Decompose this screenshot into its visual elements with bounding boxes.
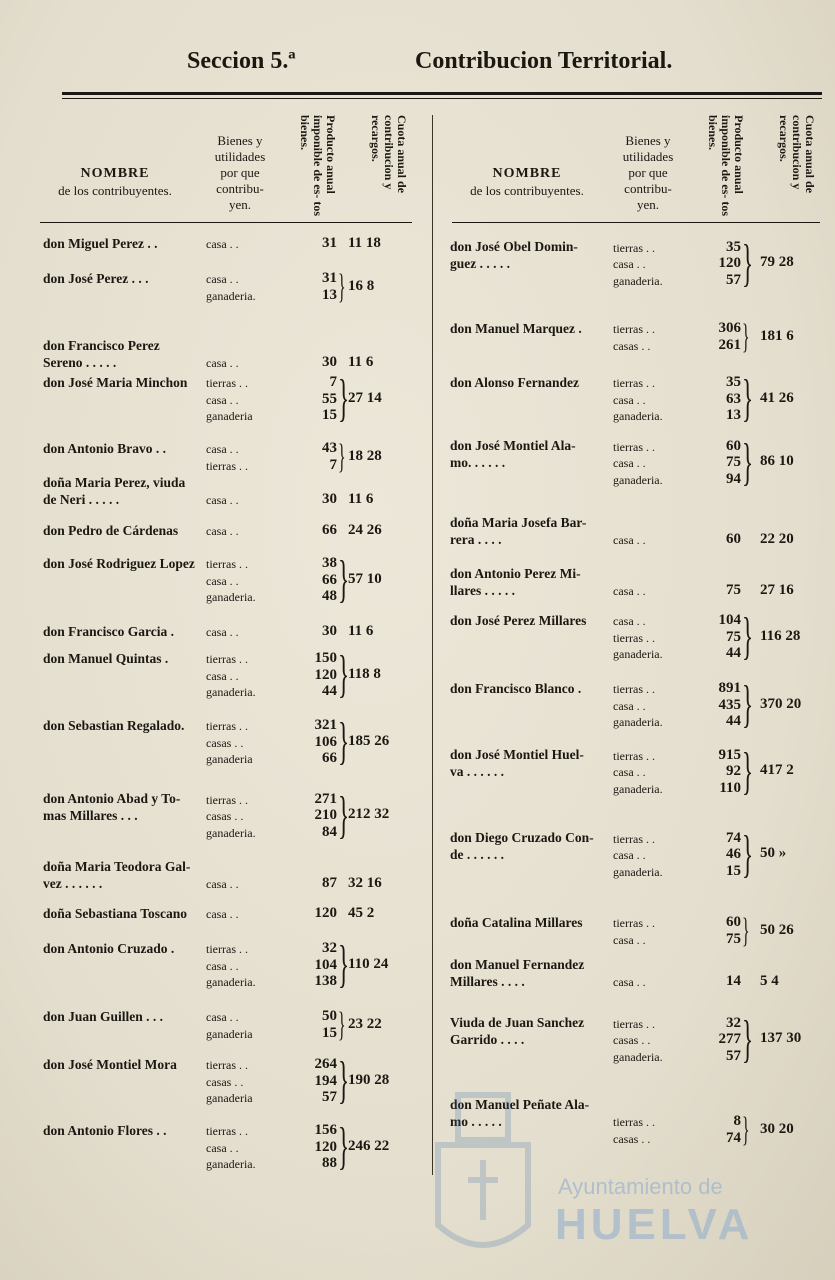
property-type: tierras . . bbox=[613, 916, 655, 930]
contributor-name: don José Montiel Huel- bbox=[450, 747, 584, 762]
left-bienes-line: yen. bbox=[228, 197, 252, 212]
property-type: ganaderia. bbox=[613, 781, 663, 796]
property-type: casa . . bbox=[613, 533, 646, 547]
annual-contribution: 45 2 bbox=[348, 905, 375, 921]
brace-icon: } bbox=[742, 676, 754, 733]
annual-product-value: 60 bbox=[726, 914, 741, 930]
annual-product-value: 194 bbox=[314, 1072, 337, 1089]
right-header-nombre bbox=[452, 165, 602, 199]
contributor-name: don José Perez . . . bbox=[43, 271, 149, 286]
annual-contribution: 246 22 bbox=[348, 1137, 390, 1154]
property-type: casa . . bbox=[613, 257, 646, 271]
annual-product-value: 57 bbox=[322, 1089, 337, 1105]
annual-contribution: 23 22 bbox=[348, 1015, 382, 1032]
property-type: casa . . bbox=[613, 456, 646, 470]
annual-product-value: 75 bbox=[726, 930, 741, 947]
contributor-name: don Antonio Perez Mi- bbox=[450, 566, 581, 581]
section-number: Seccion 5.ª bbox=[187, 48, 296, 74]
annual-contribution: 50 26 bbox=[760, 921, 794, 938]
property-type: casas . . bbox=[613, 1033, 651, 1047]
property-type: casa . . bbox=[613, 698, 646, 713]
annual-product-value: 138 bbox=[314, 973, 337, 989]
annual-contribution: 110 24 bbox=[348, 955, 389, 972]
brace-icon: } bbox=[742, 317, 750, 356]
property-type: casa . . bbox=[206, 356, 239, 370]
contributor-name: don Manuel Marquez . bbox=[450, 321, 582, 336]
contributor-name: don José Montiel Mora bbox=[43, 1057, 177, 1072]
right-header-nombre-sub: de los contribuyentes. bbox=[470, 183, 584, 198]
annual-product-value: 915 bbox=[718, 746, 741, 763]
annual-contribution: 370 20 bbox=[760, 695, 802, 712]
property-type: tierras . . bbox=[206, 458, 248, 473]
left-header-nombre-sub: de los contribuyentes. bbox=[58, 183, 172, 198]
annual-product-value: 66 bbox=[322, 571, 337, 588]
annual-product-value: 7 bbox=[329, 456, 337, 473]
annual-product-value: 32 bbox=[726, 1014, 741, 1031]
contributor-name: don Antonio Abad y To- bbox=[43, 791, 181, 806]
property-type: tierras . . bbox=[206, 557, 248, 571]
contributor-name: don Miguel Perez . . bbox=[43, 236, 158, 251]
annual-product-value: 63 bbox=[726, 390, 741, 407]
annual-contribution: 11 6 bbox=[348, 491, 374, 507]
annual-product-value: 38 bbox=[322, 555, 337, 571]
annual-product-value: 57 bbox=[726, 1047, 741, 1064]
property-type: tierras . . bbox=[206, 942, 248, 956]
annual-product-value: 120 bbox=[314, 666, 337, 683]
annual-product-value: 120 bbox=[314, 905, 337, 921]
property-type: casa . . bbox=[206, 907, 239, 921]
contributor-name: vez . . . . . . bbox=[43, 876, 103, 891]
property-type: ganaderia. bbox=[613, 472, 663, 487]
annual-contribution: 185 26 bbox=[348, 732, 390, 749]
contributor-name: don José Obel Domin- bbox=[450, 239, 578, 254]
annual-product-value: 84 bbox=[322, 823, 337, 840]
annual-contribution: 116 28 bbox=[760, 627, 801, 644]
annual-product-value: 48 bbox=[322, 588, 337, 604]
annual-contribution: 24 26 bbox=[348, 522, 382, 538]
annual-product-value: 891 bbox=[718, 680, 741, 696]
annual-product-value: 35 bbox=[726, 238, 741, 255]
left-header-nombre bbox=[40, 165, 190, 199]
contributor-name: don José Perez Millares bbox=[450, 613, 587, 628]
contributor-name: don Francisco Blanco . bbox=[450, 681, 582, 696]
property-type: casa . . bbox=[206, 237, 239, 251]
page-title: Contribucion Territorial. bbox=[415, 48, 673, 74]
annual-product-value: 94 bbox=[726, 470, 741, 487]
annual-product-value: 435 bbox=[718, 696, 741, 713]
property-type: tierras . . bbox=[206, 792, 248, 807]
brace-icon: } bbox=[742, 742, 754, 800]
property-type: casa . . bbox=[206, 272, 239, 286]
property-type: casa . . bbox=[613, 584, 646, 598]
contributor-name: mo. . . . . . bbox=[450, 455, 506, 470]
left-bienes-line: Bienes y bbox=[217, 133, 263, 148]
property-type: tierras . . bbox=[206, 652, 248, 666]
contributor-name: mo . . . . . bbox=[450, 1114, 502, 1129]
property-type: casa . . bbox=[206, 958, 239, 973]
annual-product-value: 44 bbox=[726, 645, 741, 661]
property-type: ganaderia. bbox=[613, 273, 663, 288]
annual-product-value: 87 bbox=[322, 875, 337, 891]
brace-icon: } bbox=[338, 786, 350, 844]
annual-product-value: 75 bbox=[726, 454, 741, 470]
contributor-name: don Diego Cruzado Con- bbox=[450, 830, 594, 845]
right-bienes-line: Bienes y bbox=[625, 133, 671, 148]
contributor-name: de Neri . . . . . bbox=[43, 492, 120, 507]
property-type: casa . . bbox=[206, 625, 239, 639]
annual-product-value: 30 bbox=[322, 623, 337, 639]
annual-contribution: 5 4 bbox=[760, 973, 779, 989]
annual-product-value: 8 bbox=[733, 1113, 741, 1129]
contributor-name: don Manuel Fernandez bbox=[450, 957, 585, 972]
annual-product-value: 50 bbox=[322, 1008, 337, 1024]
annual-product-value: 15 bbox=[322, 407, 337, 423]
brace-icon: } bbox=[338, 437, 346, 476]
property-type: tierras . . bbox=[613, 240, 655, 255]
property-type: casa . . bbox=[613, 392, 646, 407]
property-type: casa . . bbox=[613, 765, 646, 779]
contributor-name: de . . . . . . bbox=[450, 847, 504, 862]
property-type: tierras . . bbox=[613, 322, 655, 336]
header-rule-thin bbox=[62, 98, 822, 99]
property-type: casas . . bbox=[613, 1131, 651, 1146]
right-bienes-line: por que bbox=[628, 165, 668, 180]
contributor-name: doña Catalina Millares bbox=[450, 915, 583, 930]
contributor-name: don Sebastian Regalado. bbox=[43, 718, 185, 733]
annual-contribution: 22 20 bbox=[760, 531, 794, 547]
contributor-name: mas Millares . . . bbox=[43, 808, 138, 823]
annual-product-value: 75 bbox=[726, 628, 741, 645]
contributor-name: Sereno . . . . . bbox=[43, 355, 117, 370]
brace-icon: } bbox=[338, 713, 350, 770]
brace-icon: } bbox=[338, 646, 350, 703]
annual-contribution: 11 6 bbox=[348, 354, 374, 370]
annual-product-value: 106 bbox=[314, 733, 337, 750]
brace-icon: } bbox=[742, 234, 754, 292]
contributor-name: don Antonio Bravo . . bbox=[43, 441, 167, 456]
contributor-name: llares . . . . . bbox=[450, 583, 515, 598]
property-type: ganaderia. bbox=[206, 1157, 256, 1171]
contributor-name: doña Maria Josefa Bar- bbox=[450, 515, 587, 530]
annual-contribution: 18 28 bbox=[348, 447, 382, 464]
brace-icon: } bbox=[338, 1052, 350, 1109]
contributor-name: don Manuel Quintas . bbox=[43, 651, 169, 666]
property-type: ganaderia. bbox=[206, 288, 256, 303]
brace-icon: } bbox=[338, 551, 350, 608]
left-bienes-line: utilidades bbox=[214, 149, 266, 164]
annual-product-value: 7 bbox=[329, 374, 337, 390]
annual-contribution: 181 6 bbox=[760, 327, 794, 344]
brace-icon: } bbox=[742, 608, 754, 665]
property-type: ganaderia. bbox=[206, 685, 256, 699]
right-header-bienes bbox=[608, 133, 688, 213]
contributor-name: rera . . . . bbox=[450, 532, 502, 547]
annual-product-value: 32 bbox=[322, 940, 337, 956]
property-type: casa . . bbox=[206, 668, 239, 683]
left-header-cuota: Cuota anual de contribucion y recargos. bbox=[369, 115, 409, 194]
annual-contribution: 417 2 bbox=[760, 762, 794, 779]
property-type: tierras . . bbox=[613, 439, 655, 454]
contributor-name: Viuda de Juan Sanchez bbox=[450, 1015, 585, 1030]
contributor-name: doña Sebastiana Toscano bbox=[43, 906, 188, 921]
annual-product-value: 14 bbox=[726, 973, 741, 989]
annual-product-value: 13 bbox=[322, 286, 337, 303]
annual-product-value: 46 bbox=[726, 846, 741, 862]
contributor-name: don Pedro de Cárdenas bbox=[43, 523, 179, 538]
property-type: ganaderia bbox=[206, 409, 253, 423]
left-bienes-line: contribu- bbox=[216, 181, 264, 196]
annual-product-value: 35 bbox=[726, 374, 741, 390]
annual-product-value: 156 bbox=[314, 1122, 337, 1138]
annual-product-value: 264 bbox=[314, 1056, 337, 1072]
annual-contribution: 118 8 bbox=[348, 665, 381, 682]
annual-contribution: 30 20 bbox=[760, 1120, 794, 1137]
property-type: ganaderia. bbox=[206, 825, 256, 840]
property-type: tierras . . bbox=[206, 1124, 248, 1138]
brace-icon: } bbox=[742, 1010, 754, 1068]
contributor-name: don Juan Guillen . . . bbox=[43, 1009, 164, 1024]
annual-contribution: 11 18 bbox=[348, 235, 381, 251]
right-header-line bbox=[452, 222, 820, 223]
annual-product-value: 74 bbox=[726, 829, 741, 846]
annual-product-value: 261 bbox=[718, 336, 741, 353]
annual-product-value: 15 bbox=[322, 1024, 337, 1041]
property-type: tierras . . bbox=[613, 682, 655, 696]
property-type: casa . . bbox=[206, 524, 239, 538]
property-type: casa . . bbox=[613, 932, 646, 947]
property-type: tierras . . bbox=[613, 630, 655, 645]
contributor-name: Garrido . . . . bbox=[450, 1032, 525, 1047]
annual-product-value: 31 bbox=[322, 235, 337, 251]
property-type: casas . . bbox=[206, 809, 244, 823]
annual-contribution: 50 » bbox=[760, 845, 787, 862]
property-type: tierras . . bbox=[206, 376, 248, 390]
right-bienes-line: yen. bbox=[636, 197, 660, 212]
property-type: tierras . . bbox=[613, 831, 655, 846]
property-type: tierras . . bbox=[206, 719, 248, 733]
property-type: tierras . . bbox=[613, 748, 655, 763]
contributor-name: don José Montiel Ala- bbox=[450, 438, 576, 453]
right-header-nombre-title: NOMBRE bbox=[492, 166, 562, 181]
contributor-name: don José Maria Minchon bbox=[43, 375, 188, 390]
property-type: casa . . bbox=[206, 493, 239, 507]
annual-product-value: 60 bbox=[726, 437, 741, 454]
property-type: tierras . . bbox=[613, 1115, 655, 1129]
contributor-name: don Antonio Flores . . bbox=[43, 1123, 167, 1138]
property-type: casa . . bbox=[206, 573, 239, 588]
left-header-line bbox=[40, 222, 412, 223]
annual-product-value: 44 bbox=[726, 713, 741, 729]
property-type: ganaderia. bbox=[613, 647, 663, 661]
annual-contribution: 32 16 bbox=[348, 875, 382, 891]
contributor-name: don Manuel Peñate Ala- bbox=[450, 1097, 590, 1112]
property-type: tierras . . bbox=[613, 1016, 655, 1031]
annual-product-value: 92 bbox=[726, 763, 741, 779]
annual-product-value: 120 bbox=[718, 255, 741, 271]
watermark-line1: Ayuntamiento de bbox=[558, 1174, 723, 1199]
property-type: casas . . bbox=[613, 338, 651, 353]
annual-product-value: 15 bbox=[726, 862, 741, 879]
brace-icon: } bbox=[742, 433, 754, 491]
annual-product-value: 104 bbox=[718, 612, 741, 628]
annual-product-value: 104 bbox=[314, 956, 337, 973]
annual-product-value: 30 bbox=[322, 354, 337, 370]
property-type: ganaderia. bbox=[206, 590, 256, 604]
property-type: casa . . bbox=[613, 975, 646, 989]
annual-product-value: 55 bbox=[322, 390, 337, 407]
right-header-cuota: Cuota anual de contribucion y recargos. bbox=[777, 115, 817, 194]
annual-product-value: 88 bbox=[322, 1155, 337, 1171]
brace-icon: } bbox=[742, 911, 750, 950]
left-header-producto: Producto anual imponible de es- tos bienes. bbox=[298, 115, 338, 217]
left-bienes-line: por que bbox=[220, 165, 260, 180]
contributor-name: don Francisco Garcia . bbox=[43, 624, 174, 639]
annual-product-value: 75 bbox=[726, 582, 741, 598]
property-type: casa . . bbox=[206, 877, 239, 891]
property-type: casa . . bbox=[206, 1010, 239, 1024]
annual-product-value: 43 bbox=[322, 440, 337, 456]
contributor-name: don Alonso Fernandez bbox=[450, 375, 580, 390]
annual-product-value: 210 bbox=[314, 807, 337, 823]
property-type: ganaderia. bbox=[613, 715, 663, 729]
annual-contribution: 41 26 bbox=[760, 389, 794, 406]
property-type: casa . . bbox=[206, 392, 239, 407]
annual-contribution: 57 10 bbox=[348, 570, 382, 587]
property-type: casa . . bbox=[206, 442, 239, 456]
header-rule-thick bbox=[62, 92, 822, 95]
column-separator bbox=[432, 115, 433, 1175]
brace-icon: } bbox=[338, 267, 346, 306]
contributor-name: doña Maria Teodora Gal- bbox=[43, 859, 191, 874]
property-type: casas . . bbox=[206, 735, 244, 750]
annual-product-value: 13 bbox=[726, 407, 741, 423]
brace-icon: } bbox=[742, 370, 754, 427]
annual-product-value: 277 bbox=[718, 1031, 741, 1047]
right-header-producto: Producto anual imponible de es- tos bienes. bbox=[706, 115, 746, 217]
property-type: casa . . bbox=[613, 614, 646, 628]
property-type: ganaderia bbox=[206, 1091, 253, 1105]
annual-product-value: 306 bbox=[718, 320, 741, 336]
seal-watermark-icon bbox=[428, 1085, 538, 1265]
annual-contribution: 79 28 bbox=[760, 254, 794, 271]
contributor-name: va . . . . . . bbox=[450, 764, 504, 779]
contributor-name: doña Maria Perez, viuda bbox=[43, 475, 186, 490]
brace-icon: } bbox=[338, 936, 350, 993]
annual-product-value: 60 bbox=[726, 531, 741, 547]
property-type: casa . . bbox=[613, 848, 646, 862]
annual-contribution: 86 10 bbox=[760, 453, 794, 470]
annual-contribution: 11 6 bbox=[348, 623, 374, 639]
watermark-line2: HUELVA bbox=[555, 1200, 754, 1249]
page-header bbox=[0, 48, 835, 82]
property-type: tierras . . bbox=[613, 376, 655, 390]
property-type: ganaderia. bbox=[613, 409, 663, 423]
annual-product-value: 66 bbox=[322, 750, 337, 766]
annual-contribution: 212 32 bbox=[348, 806, 390, 823]
left-header-nombre-title: NOMBRE bbox=[80, 166, 150, 181]
brace-icon: } bbox=[742, 1110, 750, 1149]
property-type: casas . . bbox=[206, 1074, 244, 1089]
annual-product-value: 321 bbox=[314, 717, 337, 733]
property-type: ganaderia bbox=[206, 752, 253, 766]
property-type: casa . . bbox=[206, 1140, 239, 1155]
annual-contribution: 190 28 bbox=[348, 1071, 390, 1088]
annual-contribution: 16 8 bbox=[348, 277, 375, 294]
annual-product-value: 74 bbox=[726, 1129, 741, 1146]
brace-icon: } bbox=[742, 825, 754, 883]
annual-product-value: 120 bbox=[314, 1138, 337, 1155]
annual-product-value: 110 bbox=[719, 779, 741, 796]
brace-icon: } bbox=[338, 1118, 350, 1175]
contributor-name: don Antonio Cruzado . bbox=[43, 941, 175, 956]
property-type: tierras . . bbox=[206, 1058, 248, 1072]
annual-contribution: 27 14 bbox=[348, 389, 382, 406]
annual-product-value: 150 bbox=[314, 650, 337, 666]
contributor-name: don Francisco Perez bbox=[43, 338, 160, 353]
contributor-name: don José Rodriguez Lopez bbox=[43, 556, 195, 571]
contributor-name: guez . . . . . bbox=[450, 256, 510, 271]
annual-contribution: 137 30 bbox=[760, 1030, 802, 1047]
right-bienes-line: contribu- bbox=[624, 181, 672, 196]
brace-icon: } bbox=[338, 1005, 346, 1044]
property-type: ganaderia. bbox=[206, 975, 256, 989]
contributor-name: Millares . . . . bbox=[450, 974, 525, 989]
annual-product-value: 271 bbox=[314, 790, 337, 807]
property-type: ganaderia bbox=[206, 1026, 253, 1041]
annual-product-value: 44 bbox=[322, 683, 337, 699]
right-bienes-line: utilidades bbox=[622, 149, 674, 164]
annual-product-value: 31 bbox=[322, 270, 337, 286]
property-type: ganaderia. bbox=[613, 1049, 663, 1064]
left-header-bienes bbox=[200, 133, 280, 213]
annual-product-value: 66 bbox=[322, 522, 337, 538]
property-type: ganaderia. bbox=[613, 864, 663, 879]
annual-product-value: 30 bbox=[322, 491, 337, 507]
annual-product-value: 57 bbox=[726, 271, 741, 288]
annual-contribution: 27 16 bbox=[760, 582, 794, 598]
brace-icon: } bbox=[338, 370, 350, 427]
